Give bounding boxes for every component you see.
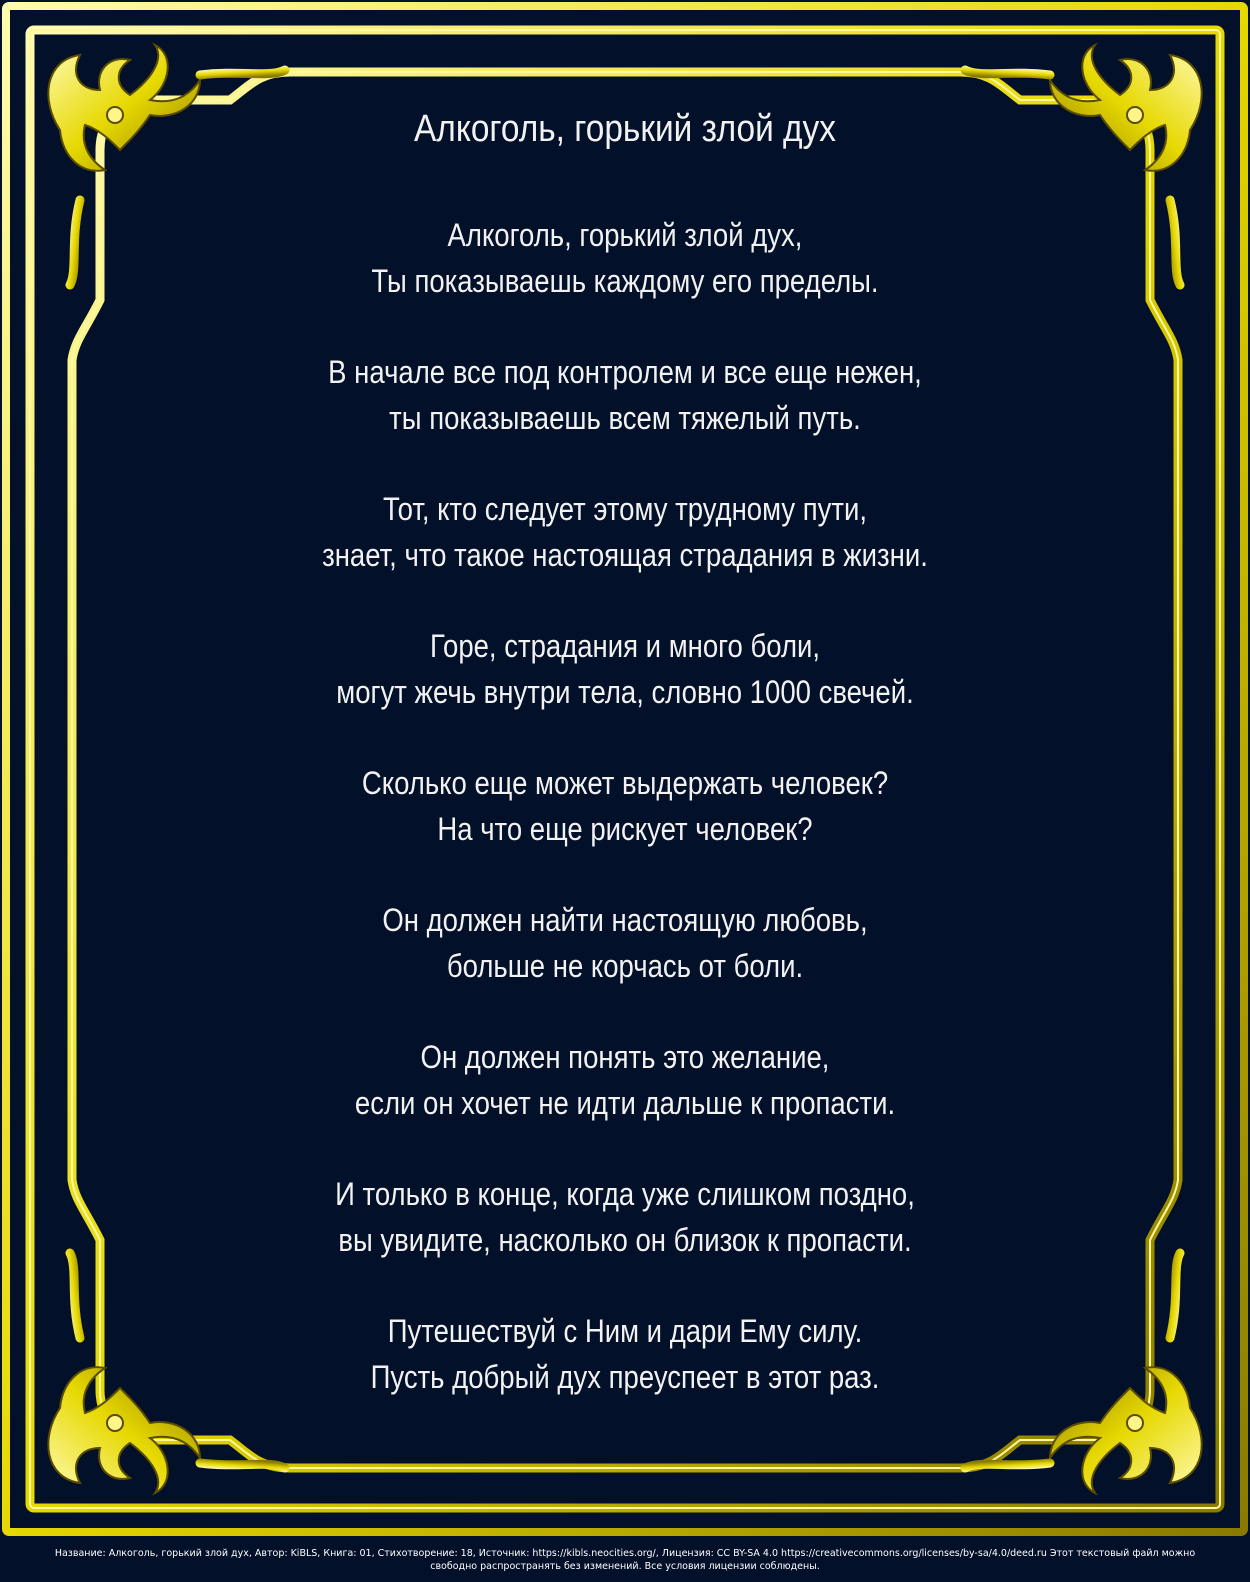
poem-line: больше не корчась от боли. (446, 948, 804, 984)
poem-line: И только в конце, когда уже слишком поздно, (335, 1176, 915, 1212)
poem-line: В начале все под контролем и все еще нежен, (328, 354, 922, 390)
poem-line: Он должен найти настоящую любовь, (382, 902, 868, 938)
license-footer (0, 1540, 1250, 1582)
poem-line: Пусть добрый дух преуспеет в этот раз. (370, 1359, 880, 1395)
poem-line: Он должен понять это желание, (420, 1039, 830, 1075)
stanza (140, 486, 1110, 578)
stanza (140, 1308, 1110, 1400)
poem-line: Путешествуй с Ним и дари Ему силу. (387, 1313, 863, 1349)
footer-line-2: свободно распространять без изменений. Все условия лицензии соблюдены. (430, 1561, 820, 1572)
poem-line: Тот, кто следует этому трудному пути, (382, 491, 868, 527)
stanza (140, 623, 1110, 715)
poem-line: если он хочет не идти дальше к пропасти. (354, 1085, 896, 1121)
poem-body (140, 212, 1110, 1400)
stanza (140, 897, 1110, 989)
stanza (140, 1171, 1110, 1263)
poem-line: Алкоголь, горький злой дух, (447, 217, 803, 253)
footer-line-1: Название: Алкоголь, горький злой дух, Автор: KiBLS, Книга: 01, Стихотворение: 18, Источник: https://kibls.neocities.org/, Лицензия: CC BY-SA 4.0 https://creativecommons.org/licenses/by-sa/4.0/deed.ru Этот текстовый файл можно (54, 1548, 1196, 1559)
poem-line: На что еще рискует человек? (437, 811, 813, 847)
stanza (140, 1034, 1110, 1126)
poem-line: знает, что такое настоящая страдания в жизни. (322, 537, 928, 573)
poem-line: ты показываешь всем тяжелый путь. (389, 400, 861, 436)
stanza (140, 760, 1110, 852)
poem-title: Алкоголь, горький злой дух (414, 108, 836, 150)
poem-line: Ты показываешь каждому его пределы. (371, 263, 879, 299)
stanza (140, 212, 1110, 304)
poem (140, 104, 1110, 1445)
poem-line: Сколько еще может выдержать человек? (361, 765, 889, 801)
poem-line: вы увидите, насколько он близок к пропасти. (338, 1222, 912, 1258)
poem-line: могут жечь внутри тела, словно 1000 свечей. (336, 674, 914, 710)
stanza (140, 349, 1110, 441)
poem-line: Горе, страдания и много боли, (429, 628, 821, 664)
